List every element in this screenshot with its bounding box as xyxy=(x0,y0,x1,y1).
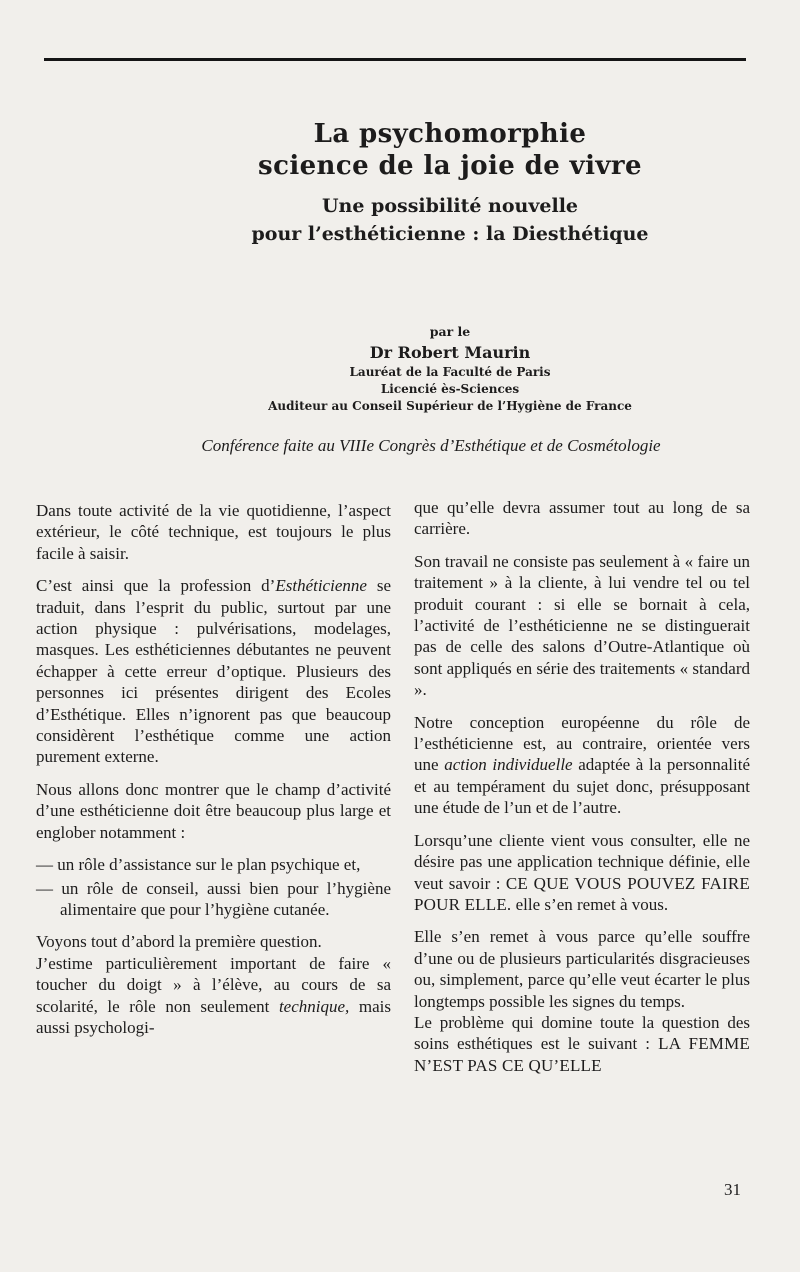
author-credential-3: Auditeur au Conseil Supérieur de l’Hygiène de France xyxy=(268,399,632,413)
subtitle-line-2: pour l’esthéticienne : la Diesthétique xyxy=(251,223,649,245)
right-paragraph-4: Lorsqu’une cliente vient vous consulter, elle ne désire pas une application technique définie, elle veut savoir : CE QUE VOUS POUVEZ FAIRE POUR ELLE. elle s’en remet à vous. xyxy=(414,830,750,914)
author-credential-1: Lauréat de la Faculté de Paris xyxy=(349,365,551,379)
title-line-2: science de la joie de vivre xyxy=(258,151,642,181)
title-line-1: La psychomorphie xyxy=(313,119,587,149)
right-paragraph-5: Elle s’en remet à vous parce qu’elle souffre d’une ou de plusieurs particularités disgracieuses ou, simplement, parce qu’elle veut écarter le plus longtemps possible les signes du temps. xyxy=(414,927,750,1011)
left-bullet-1: — un rôle d’assistance sur le plan psychique et, xyxy=(36,855,361,875)
conference-note: Conférence faite au VIIIe Congrès d’Esthétique et de Cosmétologie xyxy=(201,436,661,455)
author-block xyxy=(150,322,750,415)
page-number: 31 xyxy=(724,1180,741,1199)
right-paragraph-6: Le problème qui domine toute la question des soins esthétiques est le suivant : LA FEMME N’EST PAS CE QU’ELLE xyxy=(414,1012,750,1075)
left-paragraph-1: Dans toute activité de la vie quotidienne, l’aspect extérieur, le côté technique, est toujours le plus facile à saisir. xyxy=(36,501,391,563)
left-paragraph-3: Nous allons donc montrer que le champ d’activité d’une esthéticienne doit être beaucoup plus large et englober notamment : xyxy=(36,779,391,842)
left-paragraph-2: C’est ainsi que la profession d’Esthéticienne se traduit, dans l’esprit du public, surtout par une action physique : pulvérisations, modelages, masques. Les esthéticiennes débutantes ne peuvent échapper à cette erreur d’optique. Plusieurs des personnes ici présentes dirigent des Ecoles d’Esthétique. Elles n’ignorent pas que beaucoup considèrent l’esthétique comme une action purement externe. xyxy=(36,576,391,767)
subtitle-line-1: Une possibilité nouvelle xyxy=(321,195,579,217)
top-rule xyxy=(44,58,746,61)
left-column xyxy=(36,500,391,1049)
author-by: par le xyxy=(429,324,471,339)
right-paragraph-2: Son travail ne consiste pas seulement à « faire un traitement » à la cliente, à lui vendre tel ou tel produit courant : si elle se bornait à cela, l’activité de l’esthéticienne ne se distinguerait pas de celle des salons d’Outre-Atlantique où sont appliqués en série des traitements « standard ». xyxy=(414,551,750,700)
title-block xyxy=(150,118,750,248)
left-paragraph-5: J’estime particulièrement important de faire « toucher du doigt » à l’élève, au cours de sa scolarité, le rôle non seulement technique, mais aussi psychologi- xyxy=(36,953,392,1037)
left-bullet-2: — un rôle de conseil, aussi bien pour l’hygiène alimentaire que pour l’hygiène cutanée. xyxy=(36,878,391,919)
right-paragraph-1: que qu’elle devra assumer tout au long de sa carrière. xyxy=(414,498,750,539)
author-name: Dr Robert Maurin xyxy=(369,343,531,362)
right-column xyxy=(414,497,750,1087)
right-paragraph-3: Notre conception européenne du rôle de l’esthéticienne est, au contraire, orientée vers une action individuelle adaptée à la personnalité et au tempérament du sujet donc, présupposant une étude de l’un et de l’autre. xyxy=(414,712,751,818)
author-credential-2: Licencié ès-Sciences xyxy=(380,382,520,396)
left-paragraph-4: Voyons tout d’abord la première question. xyxy=(36,932,322,952)
